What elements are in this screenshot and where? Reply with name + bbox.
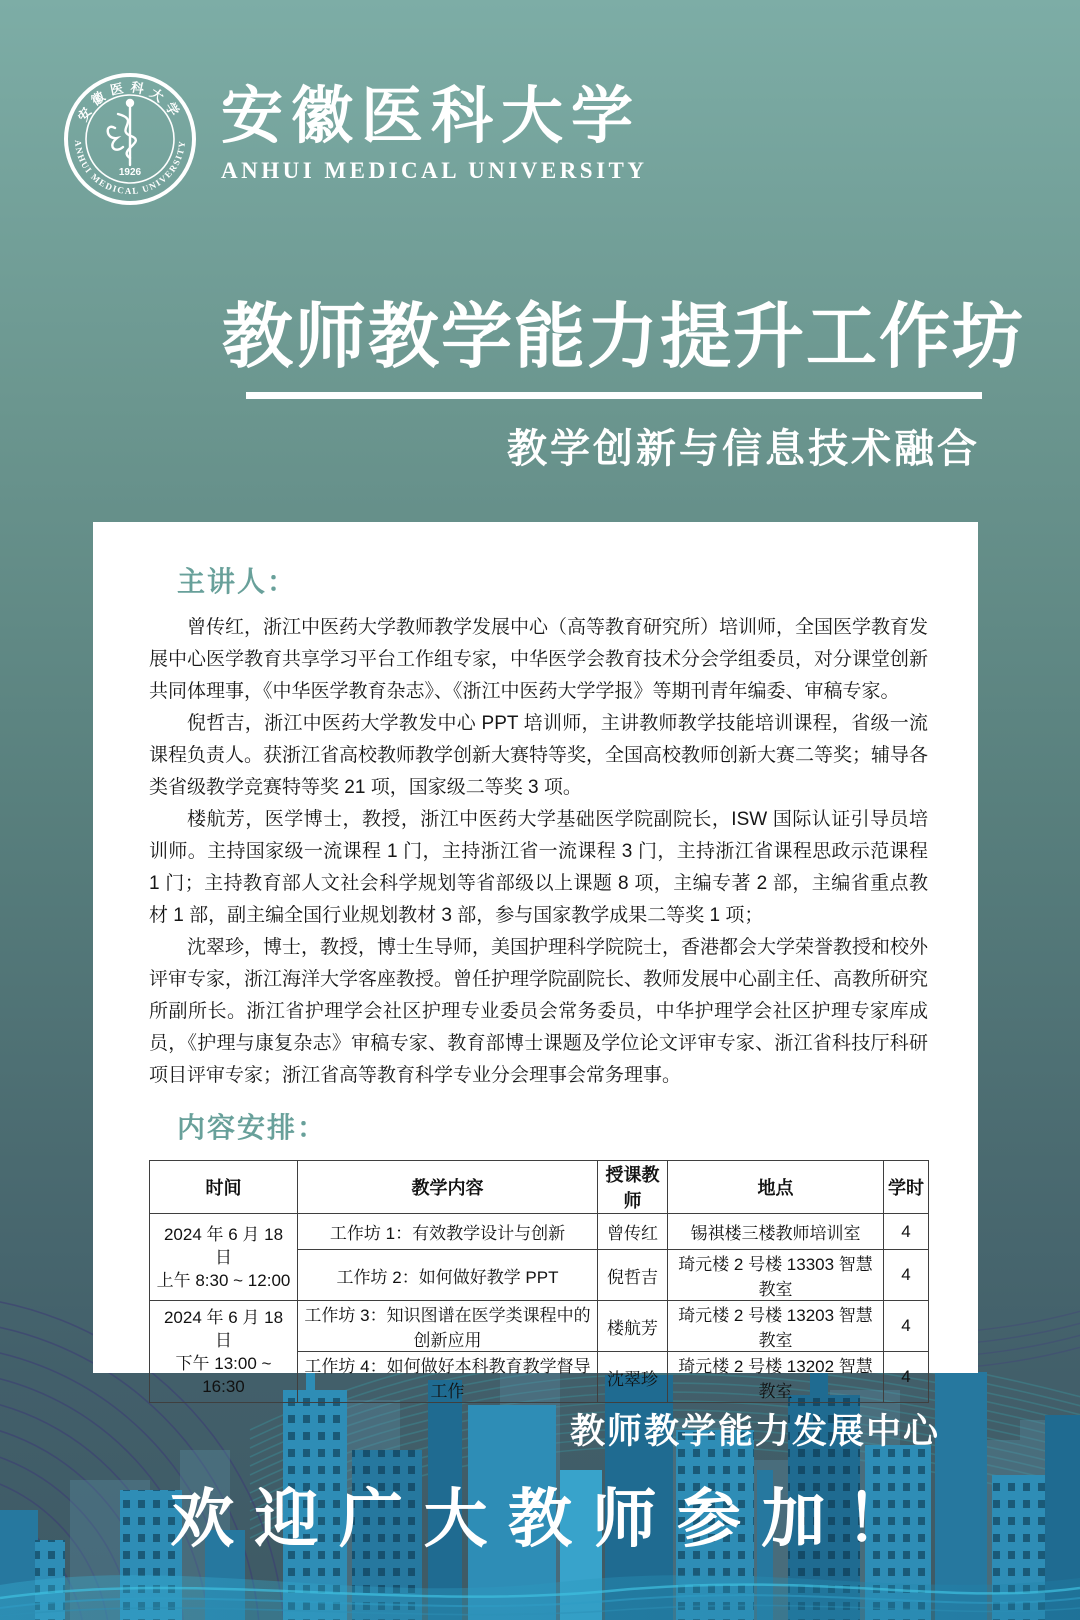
workshop-teacher: 沈翠珍 bbox=[598, 1352, 668, 1403]
workshop-content: 工作坊 3：知识图谱在医学类课程中的创新应用 bbox=[298, 1301, 598, 1352]
asclepius-staff-icon bbox=[108, 100, 136, 165]
time-slot-afternoon bbox=[150, 1301, 298, 1403]
session-time: 上午 8:30 ~ 12:00 bbox=[156, 1270, 291, 1290]
university-name-zh: 安徽医科大学 bbox=[221, 79, 642, 152]
time-slot-morning bbox=[150, 1214, 298, 1301]
speaker-bio: 沈翠珍，博士，教授，博士生导师，美国护理科学院院士，香港都会大学荣誉教授和校外评审专家，浙江海洋大学客座教授。曾任护理学院副院长、教师发展中心副主任、高教所研究所副所长。浙江省护理学会社区护理专业委员会常务委员，中华护理学会社区护理专家库成员，《护理与康复杂志》审稿专家、教育部博士课题及学位论文评审专家、浙江省科技厅科研项目评审专家；浙江省高等教育科学专业分会理事会常务理事。 bbox=[149, 937, 929, 1086]
hero-block bbox=[222, 292, 1026, 474]
workshop-hours: 4 bbox=[884, 1250, 929, 1301]
speaker-bio: 曾传红，浙江中医药大学教师教学发展中心（高等教育研究所）培训师，全国医学教育发展中心医学教育共享学习平台工作组专家，中华医学会教育技术分会学组委员，对分课堂创新共同体理事，《中华医学教育杂志》、《浙江中医药大学学报》等期刊青年编委、审稿专家。 bbox=[149, 617, 929, 702]
workshop-hours: 4 bbox=[884, 1352, 929, 1403]
workshop-location: 琦元楼 2 号楼 13303 智慧教室 bbox=[668, 1250, 884, 1301]
workshop-teacher: 曾传红 bbox=[598, 1214, 668, 1250]
seal-top-text: 安徽医科大学 bbox=[74, 79, 186, 124]
col-header-time: 时间 bbox=[150, 1161, 298, 1214]
table-row bbox=[150, 1301, 929, 1352]
session-date: 2024 年 6 月 18 日 bbox=[163, 1224, 284, 1267]
workshop-location: 琦元楼 2 号楼 13203 智慧教室 bbox=[668, 1301, 884, 1352]
speaker-bio: 楼航芳，医学博士，教授，浙江中医药大学基础医学院副院长，ISW 国际认证引导员培训师。主持国家级一流课程 1 门，主持浙江省一流课程 3 门，主持浙江省课程思政示范课程 1 门；主持教育部人文社会科学规划等省部级以上课题 8 项，主编专著 2 部，主编省重点教材 1 部，副主编全国行业规划教材 3 部，参与国家教学成果二等奖 1 项； bbox=[149, 809, 928, 926]
university-seal-icon bbox=[63, 72, 197, 206]
workshop-location: 琦元楼 2 号楼 13202 智慧教室 bbox=[668, 1352, 884, 1403]
speakers-heading: 主讲人： bbox=[177, 566, 298, 597]
title-underline bbox=[246, 392, 982, 399]
content-card bbox=[93, 522, 978, 1401]
table-row bbox=[150, 1214, 929, 1250]
schedule-heading: 内容安排： bbox=[177, 1112, 328, 1143]
session-date: 2024 年 6 月 18 日 bbox=[163, 1307, 284, 1350]
workshop-hours: 4 bbox=[884, 1301, 929, 1352]
workshop-teacher: 倪哲吉 bbox=[598, 1250, 668, 1301]
university-logo bbox=[63, 72, 648, 206]
organizer-name: 教师教学能力发展中心 bbox=[569, 1412, 940, 1451]
poster-title: 教师教学能力提升工作坊 bbox=[222, 298, 1026, 377]
schedule-table bbox=[149, 1160, 929, 1403]
workshop-content: 工作坊 4：如何做好本科教育教学督导工作 bbox=[298, 1352, 598, 1403]
col-header-location: 地点 bbox=[668, 1161, 884, 1214]
seal-year: 1926 bbox=[118, 167, 142, 178]
welcome-message: 欢迎广大教师参加！ bbox=[170, 1482, 931, 1557]
workshop-location: 锡祺楼三楼教师培训室 bbox=[668, 1214, 884, 1250]
workshop-content: 工作坊 2：如何做好教学 PPT bbox=[298, 1250, 598, 1301]
session-time: 下午 13:00 ~ 16:30 bbox=[175, 1353, 272, 1396]
col-header-content: 教学内容 bbox=[298, 1161, 598, 1214]
workshop-teacher: 楼航芳 bbox=[598, 1301, 668, 1352]
speaker-bio: 倪哲吉，浙江中医药大学教发中心 PPT 培训师，主讲教师教学技能培训课程，省级一流课程负责人。获浙江省高校教师教学创新大赛特等奖，全国高校教师创新大赛二等奖；辅导各类省级教学竞赛特等奖 21 项，国家级二等奖 3 项。 bbox=[149, 713, 929, 798]
workshop-content: 工作坊 1：有效教学设计与创新 bbox=[298, 1214, 598, 1250]
col-header-teacher: 授课教师 bbox=[598, 1161, 668, 1214]
poster-subtitle: 教学创新与信息技术融合 bbox=[507, 427, 980, 471]
university-name-en: ANHUI MEDICAL UNIVERSITY bbox=[221, 158, 648, 183]
table-header-row bbox=[150, 1161, 929, 1214]
col-header-hours: 学时 bbox=[884, 1161, 929, 1214]
workshop-hours: 4 bbox=[884, 1214, 929, 1250]
seal-bottom-text: ANHUI MEDICAL UNIVERSITY bbox=[72, 139, 188, 197]
